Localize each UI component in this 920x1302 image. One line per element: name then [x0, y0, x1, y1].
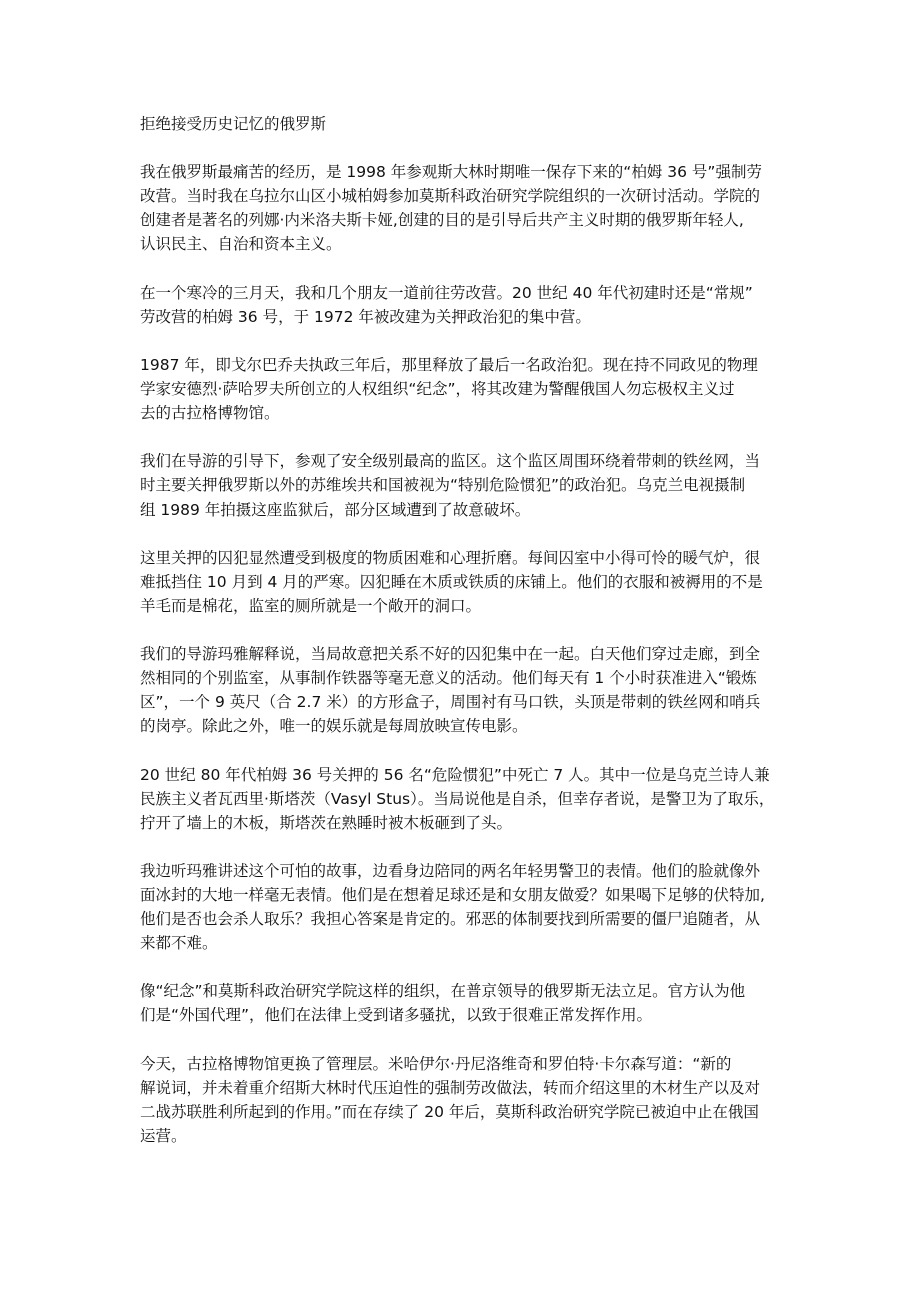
- text-line: 学家安德烈·萨哈罗夫所创立的人权组织“纪念”，将其改建为警醒俄国人勿忘极权主义过: [140, 380, 735, 399]
- text-line: 今天，古拉格博物馆更换了管理层。米哈伊尔·丹尼洛维奇和罗伯特·卡尔森写道：“新的: [140, 1054, 732, 1073]
- paragraph: [140, 763, 800, 835]
- text-line: 面冰封的大地一样毫无表情。他们是在想着足球还是和女朋友做爱？如果喝下足够的伏特加,: [140, 886, 765, 904]
- text-line: 1987 年，即戈尔巴乔夫执政三年后，那里释放了最后一名政治犯。现在持不同政见的物理: [140, 355, 758, 374]
- paragraph: [140, 353, 800, 425]
- paragraph: [140, 449, 800, 521]
- paragraph: [140, 859, 800, 955]
- text-line: 二战苏联胜利所起到的作用。”而在存续了 20 年后，莫斯科政治研究学院已被迫中止在俄国: [140, 1102, 759, 1121]
- paragraph: [140, 281, 800, 329]
- text-line: 我们在导游的引导下，参观了安全级别最高的监区。这个监区周围环绕着带刺的铁丝网，当: [140, 452, 761, 471]
- text-line: 们是“外国代理”，他们在法律上受到诸多骚扰，以致于很难正常发挥作用。: [140, 1006, 653, 1025]
- text-line: 区”，一个 9 英尺（合 2.7 米）的方形盒子，周围衬有马口铁，头顶是带刺的铁丝网和哨兵: [140, 693, 761, 712]
- text-line: 时主要关押俄罗斯以外的苏维埃共和国被视为“特别危险惯犯”的政治犯。乌克兰电视摄制: [140, 476, 746, 495]
- text-line: 他们是否也会杀人取乐？我担心答案是肯定的。邪恶的体制要找到所需要的僵尸追随者，从: [140, 910, 761, 929]
- text-line: 创建者是著名的列娜·内米洛夫斯卡娅,创建的目的是引导后共产主义时期的俄罗斯年轻人,: [140, 211, 744, 230]
- document-body: [140, 112, 800, 1172]
- paragraphs: [140, 160, 800, 1148]
- text-line: 我在俄罗斯最痛苦的经历，是 1998 年参观斯大林时期唯一保存下来的“柏姆 36 号”强制劳: [140, 163, 762, 182]
- text-line: 认识民主、自治和资本主义。: [140, 235, 342, 254]
- text-line: 运营。: [140, 1126, 187, 1145]
- text-line: 民族主义者瓦西里·斯塔茨（Vasyl Stus）。当局说他是自杀，但幸存者说，是警卫为了取乐，: [140, 789, 775, 808]
- text-line: 的岗亭。除此之外，唯一的娱乐就是每周放映宣传电影。: [140, 717, 528, 736]
- text-line: 解说词，并未着重介绍斯大林时代压迫性的强制劳改做法，转而介绍这里的木材生产以及对: [140, 1078, 761, 1097]
- text-line: 20 世纪 80 年代柏姆 36 号关押的 56 名“危险惯犯”中死亡 7 人。其中一位是乌克兰诗人兼: [140, 765, 770, 784]
- text-line: 我们的导游玛雅解释说，当局故意把关系不好的囚犯集中在一起。白天他们穿过走廊，到全: [140, 645, 761, 664]
- paragraph: [140, 160, 800, 256]
- text-line: 羊毛而是棉花，监室的厕所就是一个敞开的洞口。: [140, 596, 482, 615]
- text-line: 去的古拉格博物馆。: [140, 404, 280, 423]
- text-line: 我边听玛雅讲述这个可怕的故事，边看身边陪同的两名年轻男警卫的表情。他们的脸就像外: [140, 861, 761, 880]
- text-line: 像“纪念”和莫斯科政治研究学院这样的组织，在普京领导的俄罗斯无法立足。官方认为他: [140, 982, 746, 1001]
- text-line: 组 1989 年拍摄这座监狱后，部分区域遭到了故意破坏。: [140, 500, 531, 519]
- paragraph: [140, 1052, 800, 1148]
- paragraph: [140, 546, 800, 618]
- document-title: 拒绝接受历史记忆的俄罗斯: [140, 115, 327, 133]
- paragraph: [140, 642, 800, 738]
- text-line: 拧开了墙上的木板，斯塔茨在熟睡时被木板砸到了头。: [140, 813, 513, 832]
- paragraph: [140, 979, 800, 1027]
- text-line: 改营。当时我在乌拉尔山区小城柏姆参加莫斯科政治研究学院组织的一次研讨活动。学院的: [140, 187, 761, 206]
- text-line: 来都不难。: [140, 934, 218, 953]
- text-line: 然相同的个别监室，从事制作铁器等毫无意义的活动。他们每天有 1 个小时获准进入“锻炼: [140, 669, 757, 688]
- text-line: 在一个寒冷的三月天，我和几个朋友一道前往劳改营。20 世纪 40 年代初建时还是“常规”: [140, 283, 753, 302]
- text-line: 劳改营的柏姆 36 号，于 1972 年被改建为关押政治犯的集中营。: [140, 307, 591, 326]
- text-line: 这里关押的囚犯显然遭受到极度的物质困难和心理折磨。每间囚室中小得可怜的暖气炉，很: [140, 548, 761, 567]
- text-line: 难抵挡住 10 月到 4 月的严寒。囚犯睡在木质或铁质的床铺上。他们的衣服和被褥用的不是: [140, 572, 763, 591]
